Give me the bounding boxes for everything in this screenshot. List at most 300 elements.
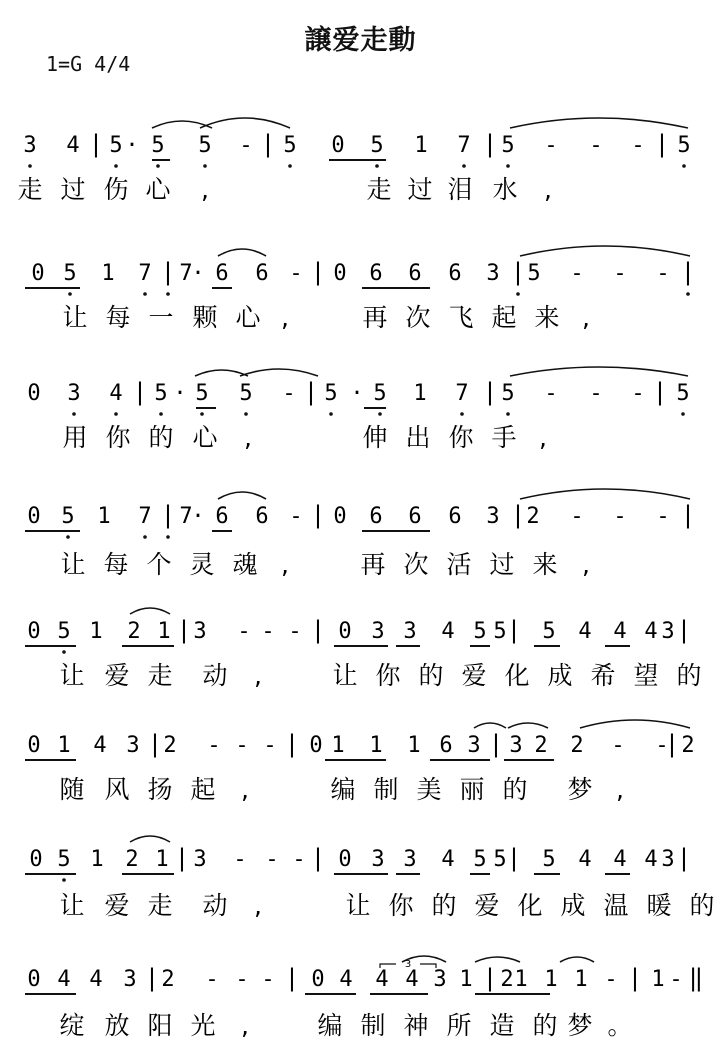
lyric-char: 望 (633, 661, 659, 690)
barline: | (284, 730, 300, 758)
lyric-char: 每 (105, 303, 131, 332)
note-digit: 6 (448, 261, 462, 286)
lyric-char: 走 (366, 175, 392, 204)
note-digit: - (589, 381, 603, 406)
lyric-char: , (582, 303, 590, 332)
note-digit: 6 (369, 261, 383, 286)
lyric-char: 活 (446, 550, 472, 579)
octave-dot (166, 535, 170, 539)
octave-dot (506, 164, 510, 168)
note-digit: 7 (179, 261, 193, 286)
lyric-char: 让 (60, 550, 86, 579)
note-digit: - (289, 261, 303, 286)
lyric-char: 伸 (362, 423, 388, 452)
octave-dot (159, 412, 163, 416)
note-digit: 3 (123, 967, 137, 992)
note-digit: 1 (514, 967, 528, 992)
note-digit: - (265, 847, 279, 872)
lyric-char: 温 (603, 891, 629, 920)
note-digit: - (655, 733, 669, 758)
note-digit: 5 (501, 133, 515, 158)
note-digit: - (570, 261, 584, 286)
lyric-char: , (254, 661, 262, 690)
note-digit: 6 (215, 261, 229, 286)
note-digit: 7 (457, 133, 471, 158)
barline: | (176, 616, 192, 644)
lyric-char: 让 (345, 891, 371, 920)
octave-dot (62, 878, 66, 882)
note-digit: 3 (661, 619, 675, 644)
lyric-char: , (254, 891, 262, 920)
barline: | (260, 130, 276, 158)
octave-dot (375, 164, 379, 168)
barline: | (664, 730, 680, 758)
note-digit: 6 (215, 504, 229, 529)
note-digit: 1 (155, 847, 169, 872)
note-digit: 5 (109, 133, 123, 158)
barline: | (132, 378, 148, 406)
lyric-char: 走 (147, 661, 173, 690)
slur-arc (475, 957, 520, 962)
lyric-char: 光 (190, 1011, 216, 1040)
lyric-char: 出 (405, 423, 431, 452)
lyric-char: 扬 (147, 775, 173, 804)
note-digit: 1 (414, 133, 428, 158)
barline: | (652, 378, 668, 406)
note-digit: 4 (57, 967, 71, 992)
lyric-char: , (201, 175, 209, 204)
note-digit: 3 (433, 967, 447, 992)
note-digit: 1 (574, 967, 588, 992)
note-digit: 1 (57, 733, 71, 758)
lyric-char: 每 (103, 550, 129, 579)
lyric-char: 你 (375, 661, 401, 690)
octave-dot (681, 412, 685, 416)
note-digit: 3 (661, 847, 675, 872)
note-digit: - (239, 133, 253, 158)
octave-dot (114, 412, 118, 416)
note-digit: 1 (157, 619, 171, 644)
note-digit: 2 (526, 504, 540, 529)
lyric-char: 颗 (192, 303, 218, 332)
note-digit: 3 (403, 619, 417, 644)
lyric-char: 的 (532, 1011, 558, 1040)
note-digit: 1 (331, 733, 345, 758)
lyric-char: 让 (59, 661, 85, 690)
barline: | (680, 258, 696, 286)
note-digit: - (611, 733, 625, 758)
lyric-char: 丽 (459, 775, 485, 804)
lyric-char: 走 (17, 175, 43, 204)
note-digit: - (263, 733, 277, 758)
lyric-char: 你 (388, 891, 414, 920)
lyric-char: 次 (403, 550, 429, 579)
lyric-char: , (241, 1011, 249, 1040)
note-digit: 2 (681, 733, 695, 758)
note-digit: 0 (331, 133, 345, 158)
lyric-char: 爱 (104, 661, 130, 690)
note-digit: 4 (578, 847, 592, 872)
slur-arc (200, 118, 290, 128)
lyric-char: 心 (235, 303, 261, 332)
note-digit: 5 (151, 133, 165, 158)
lyric-char: 起 (491, 303, 517, 332)
note-digit: · (191, 504, 205, 529)
slur-arc (218, 249, 266, 256)
note-digit: 5 (542, 619, 556, 644)
note-digit: - (589, 133, 603, 158)
lyric-char: 成 (560, 891, 586, 920)
note-digit: - (233, 847, 247, 872)
slur-arc (560, 957, 594, 962)
lyric-char: 爱 (461, 661, 487, 690)
note-digit: 6 (408, 504, 422, 529)
lyric-char: 让 (332, 661, 358, 690)
song-title: 譲爱走動 (304, 25, 417, 56)
lyric-char: 希 (590, 661, 616, 690)
lyric-char: 来 (534, 303, 560, 332)
note-digit: 2 (161, 967, 175, 992)
note-digit: - (656, 261, 670, 286)
barline: | (482, 964, 498, 992)
note-digit: 5 (527, 261, 541, 286)
note-digit: 1 (544, 967, 558, 992)
note-digit: 0 (311, 967, 325, 992)
note-digit: 5 (283, 133, 297, 158)
barline: | (627, 964, 643, 992)
octave-dot (66, 535, 70, 539)
octave-dot (329, 412, 333, 416)
octave-dot (62, 650, 66, 654)
slur-arc (474, 723, 506, 728)
lyric-char: 绽 (59, 1011, 85, 1040)
lyric-char: 所 (446, 1011, 472, 1040)
note-digit: 0 (29, 847, 43, 872)
note-digit: · (191, 261, 205, 286)
note-digit: 4 (441, 619, 455, 644)
lyric-char: 化 (517, 891, 543, 920)
note-digit: - (261, 619, 275, 644)
note-digit: 2 (163, 733, 177, 758)
lyric-char: , (539, 423, 547, 452)
note-digit: 5 (61, 504, 75, 529)
note-digit: - (292, 847, 306, 872)
octave-dot (28, 164, 32, 168)
lyric-char: , (281, 303, 289, 332)
note-digit: 5 (676, 381, 690, 406)
lyric-char: 心 (145, 175, 171, 204)
note-digit: 4 (66, 133, 80, 158)
note-digit: 3 (403, 847, 417, 872)
lyric-char: 动 (202, 661, 228, 690)
lyric-char: , (281, 550, 289, 579)
note-digit: 5 (239, 381, 253, 406)
lyric-char: 编 (330, 775, 356, 804)
note-digit: 5 (542, 847, 556, 872)
note-digit: - (669, 967, 683, 992)
note-digit: 1 (413, 381, 427, 406)
note-digit: 3 (486, 504, 500, 529)
slur-arc (510, 118, 688, 128)
note-digit: - (631, 381, 645, 406)
note-digit: 3 (193, 619, 207, 644)
lyric-char: , (616, 775, 624, 804)
note-digit: 4 (644, 619, 658, 644)
note-digit: 5 (473, 619, 487, 644)
octave-dot (244, 412, 248, 416)
triplet-mark: 3 (404, 959, 412, 970)
note-digit: 5 (198, 133, 212, 158)
note-digit: 3 (67, 381, 81, 406)
lyric-char: 爱 (104, 891, 130, 920)
lyric-char: 风 (104, 775, 130, 804)
note-digit: 4 (89, 967, 103, 992)
lyric-char: 的 (418, 661, 444, 690)
lyric-char: 再 (362, 303, 388, 332)
barline: | (506, 844, 522, 872)
lyric-char: 用 (62, 423, 88, 452)
lyric-char: , (582, 550, 590, 579)
note-digit: - (261, 967, 275, 992)
barline: ‖ (688, 964, 704, 992)
note-digit: 5 (493, 847, 507, 872)
barline: | (654, 130, 670, 158)
note-digit: 4 (405, 967, 419, 992)
note-digit: 4 (441, 847, 455, 872)
slur-arc (218, 492, 266, 499)
lyric-char: 的 (676, 661, 702, 690)
note-digit: - (237, 619, 251, 644)
note-digit: 4 (109, 381, 123, 406)
lyric-char: 化 (504, 661, 530, 690)
note-digit: 4 (644, 847, 658, 872)
lyric-char: 爱 (474, 891, 500, 920)
lyric-char: 放 (104, 1011, 130, 1040)
note-digit: 2 (125, 847, 139, 872)
lyric-char: 手 (491, 423, 517, 452)
lyric-char: , (244, 423, 252, 452)
octave-dot (166, 292, 170, 296)
slur-arc (510, 367, 688, 376)
slur-arc (195, 370, 248, 376)
note-digit: 5 (677, 133, 691, 158)
slur-arc (130, 608, 170, 614)
note-digit: 1 (97, 504, 111, 529)
note-digit: 1 (459, 967, 473, 992)
note-digit: 0 (27, 504, 41, 529)
lyric-char: 动 (202, 891, 228, 920)
note-digit: - (604, 967, 618, 992)
barline: | (160, 501, 176, 529)
lyric-char: 的 (148, 423, 174, 452)
note-digit: 1 (101, 261, 115, 286)
lyric-char: 灵 (189, 550, 215, 579)
lyric-char: 梦 (567, 1011, 593, 1040)
lyric-char: 随 (59, 775, 85, 804)
note-digit: 3 (371, 619, 385, 644)
note-digit: - (288, 619, 302, 644)
lyric-char: 梦 (567, 775, 593, 804)
note-digit: 4 (578, 619, 592, 644)
note-digit: 7 (455, 381, 469, 406)
barline: | (88, 130, 104, 158)
note-digit: 0 (27, 381, 41, 406)
lyric-char: 起 (190, 775, 216, 804)
note-digit: - (544, 381, 558, 406)
slur-arc (520, 489, 690, 499)
note-digit: 4 (613, 847, 627, 872)
note-digit: 6 (448, 504, 462, 529)
lyric-char: 你 (448, 423, 474, 452)
note-digit: 1 (407, 733, 421, 758)
note-digit: 5 (370, 133, 384, 158)
note-digit: 3 (509, 733, 523, 758)
lyric-char: 神 (403, 1011, 429, 1040)
barline: | (506, 616, 522, 644)
note-digit: 3 (193, 847, 207, 872)
lyric-char: 阳 (147, 1011, 173, 1040)
note-digit: 6 (255, 261, 269, 286)
lyric-char: 制 (373, 775, 399, 804)
note-digit: - (282, 381, 296, 406)
barline: | (147, 730, 163, 758)
note-digit: 5 (493, 619, 507, 644)
lyric-char: 的 (502, 775, 528, 804)
lyric-char: 个 (146, 550, 172, 579)
note-digit: 6 (439, 733, 453, 758)
slur-arc (520, 246, 690, 256)
lyric-char: 泪 (447, 175, 473, 204)
note-digit: 1 (369, 733, 383, 758)
octave-dot (462, 164, 466, 168)
lyric-char: 心 (192, 423, 218, 452)
barline: | (510, 258, 526, 286)
lyric-char: 过 (60, 175, 86, 204)
lyric-char: 编 (317, 1011, 343, 1040)
lyric-char: 。 (607, 1011, 633, 1040)
note-digit: 5 (195, 381, 209, 406)
lyric-char: 一 (148, 303, 174, 332)
barline: | (676, 616, 692, 644)
lyric-char: 过 (489, 550, 515, 579)
note-digit: 7 (138, 261, 152, 286)
lyric-char: 走 (147, 891, 173, 920)
barline: | (144, 964, 160, 992)
lyric-char: 的 (689, 891, 715, 920)
barline: | (510, 501, 526, 529)
note-digit: 1 (651, 967, 665, 992)
note-digit: 3 (467, 733, 481, 758)
note-digit: - (613, 261, 627, 286)
note-digit: 4 (375, 967, 389, 992)
note-digit: 7 (138, 504, 152, 529)
lyric-char: , (241, 775, 249, 804)
note-digit: 5 (324, 381, 338, 406)
note-digit: 4 (339, 967, 353, 992)
note-digit: 6 (369, 504, 383, 529)
lyric-char: 飞 (448, 303, 474, 332)
slur-arc (508, 723, 548, 728)
lyric-char: 的 (431, 891, 457, 920)
note-digit: 2 (534, 733, 548, 758)
octave-dot (143, 292, 147, 296)
octave-dot (288, 164, 292, 168)
lyric-char: 造 (489, 1011, 515, 1040)
lyric-char: 让 (62, 303, 88, 332)
note-digit: 6 (255, 504, 269, 529)
lyric-char: 让 (59, 891, 85, 920)
slur-arc (240, 369, 318, 376)
note-digit: 0 (27, 619, 41, 644)
note-digit: 5 (57, 619, 71, 644)
barline: | (310, 501, 326, 529)
note-digit: 5 (501, 381, 515, 406)
note-digit: 1 (89, 619, 103, 644)
octave-dot (200, 412, 204, 416)
note-digit: 0 (27, 733, 41, 758)
lyric-char: 你 (105, 423, 131, 452)
octave-dot (516, 292, 520, 296)
octave-dot (72, 412, 76, 416)
note-digit: 4 (613, 619, 627, 644)
barline: | (310, 844, 326, 872)
lyric-char: 来 (532, 550, 558, 579)
note-digit: 3 (126, 733, 140, 758)
note-digit: 3 (23, 133, 37, 158)
octave-dot (68, 292, 72, 296)
octave-dot (114, 164, 118, 168)
note-digit: 0 (27, 967, 41, 992)
note-digit: - (613, 504, 627, 529)
octave-dot (682, 164, 686, 168)
note-digit: 5 (373, 381, 387, 406)
note-digit: 5 (473, 847, 487, 872)
lyric-char: 水 (492, 175, 518, 204)
note-digit: 2 (500, 967, 514, 992)
octave-dot (686, 292, 690, 296)
note-digit: - (570, 504, 584, 529)
note-digit: - (544, 133, 558, 158)
lyric-char: 暖 (646, 891, 672, 920)
octave-dot (156, 164, 160, 168)
note-digit: - (656, 504, 670, 529)
note-digit: 3 (371, 847, 385, 872)
note-digit: 2 (127, 619, 141, 644)
barline: | (680, 501, 696, 529)
note-digit: - (235, 733, 249, 758)
barline: | (676, 844, 692, 872)
lyric-char: 过 (407, 175, 433, 204)
note-digit: - (235, 967, 249, 992)
note-digit: 0 (333, 504, 347, 529)
note-digit: - (207, 733, 221, 758)
barline: | (488, 730, 504, 758)
barline: | (284, 964, 300, 992)
note-digit: 0 (333, 261, 347, 286)
octave-dot (506, 412, 510, 416)
note-digit: 1 (90, 847, 104, 872)
barline: | (303, 378, 319, 406)
note-digit: · (173, 381, 187, 406)
lyric-char: 次 (405, 303, 431, 332)
octave-dot (143, 535, 147, 539)
octave-dot (460, 412, 464, 416)
note-digit: - (205, 967, 219, 992)
barline: | (482, 130, 498, 158)
note-digit: 4 (93, 733, 107, 758)
lyric-char: 制 (360, 1011, 386, 1040)
barline: | (482, 378, 498, 406)
